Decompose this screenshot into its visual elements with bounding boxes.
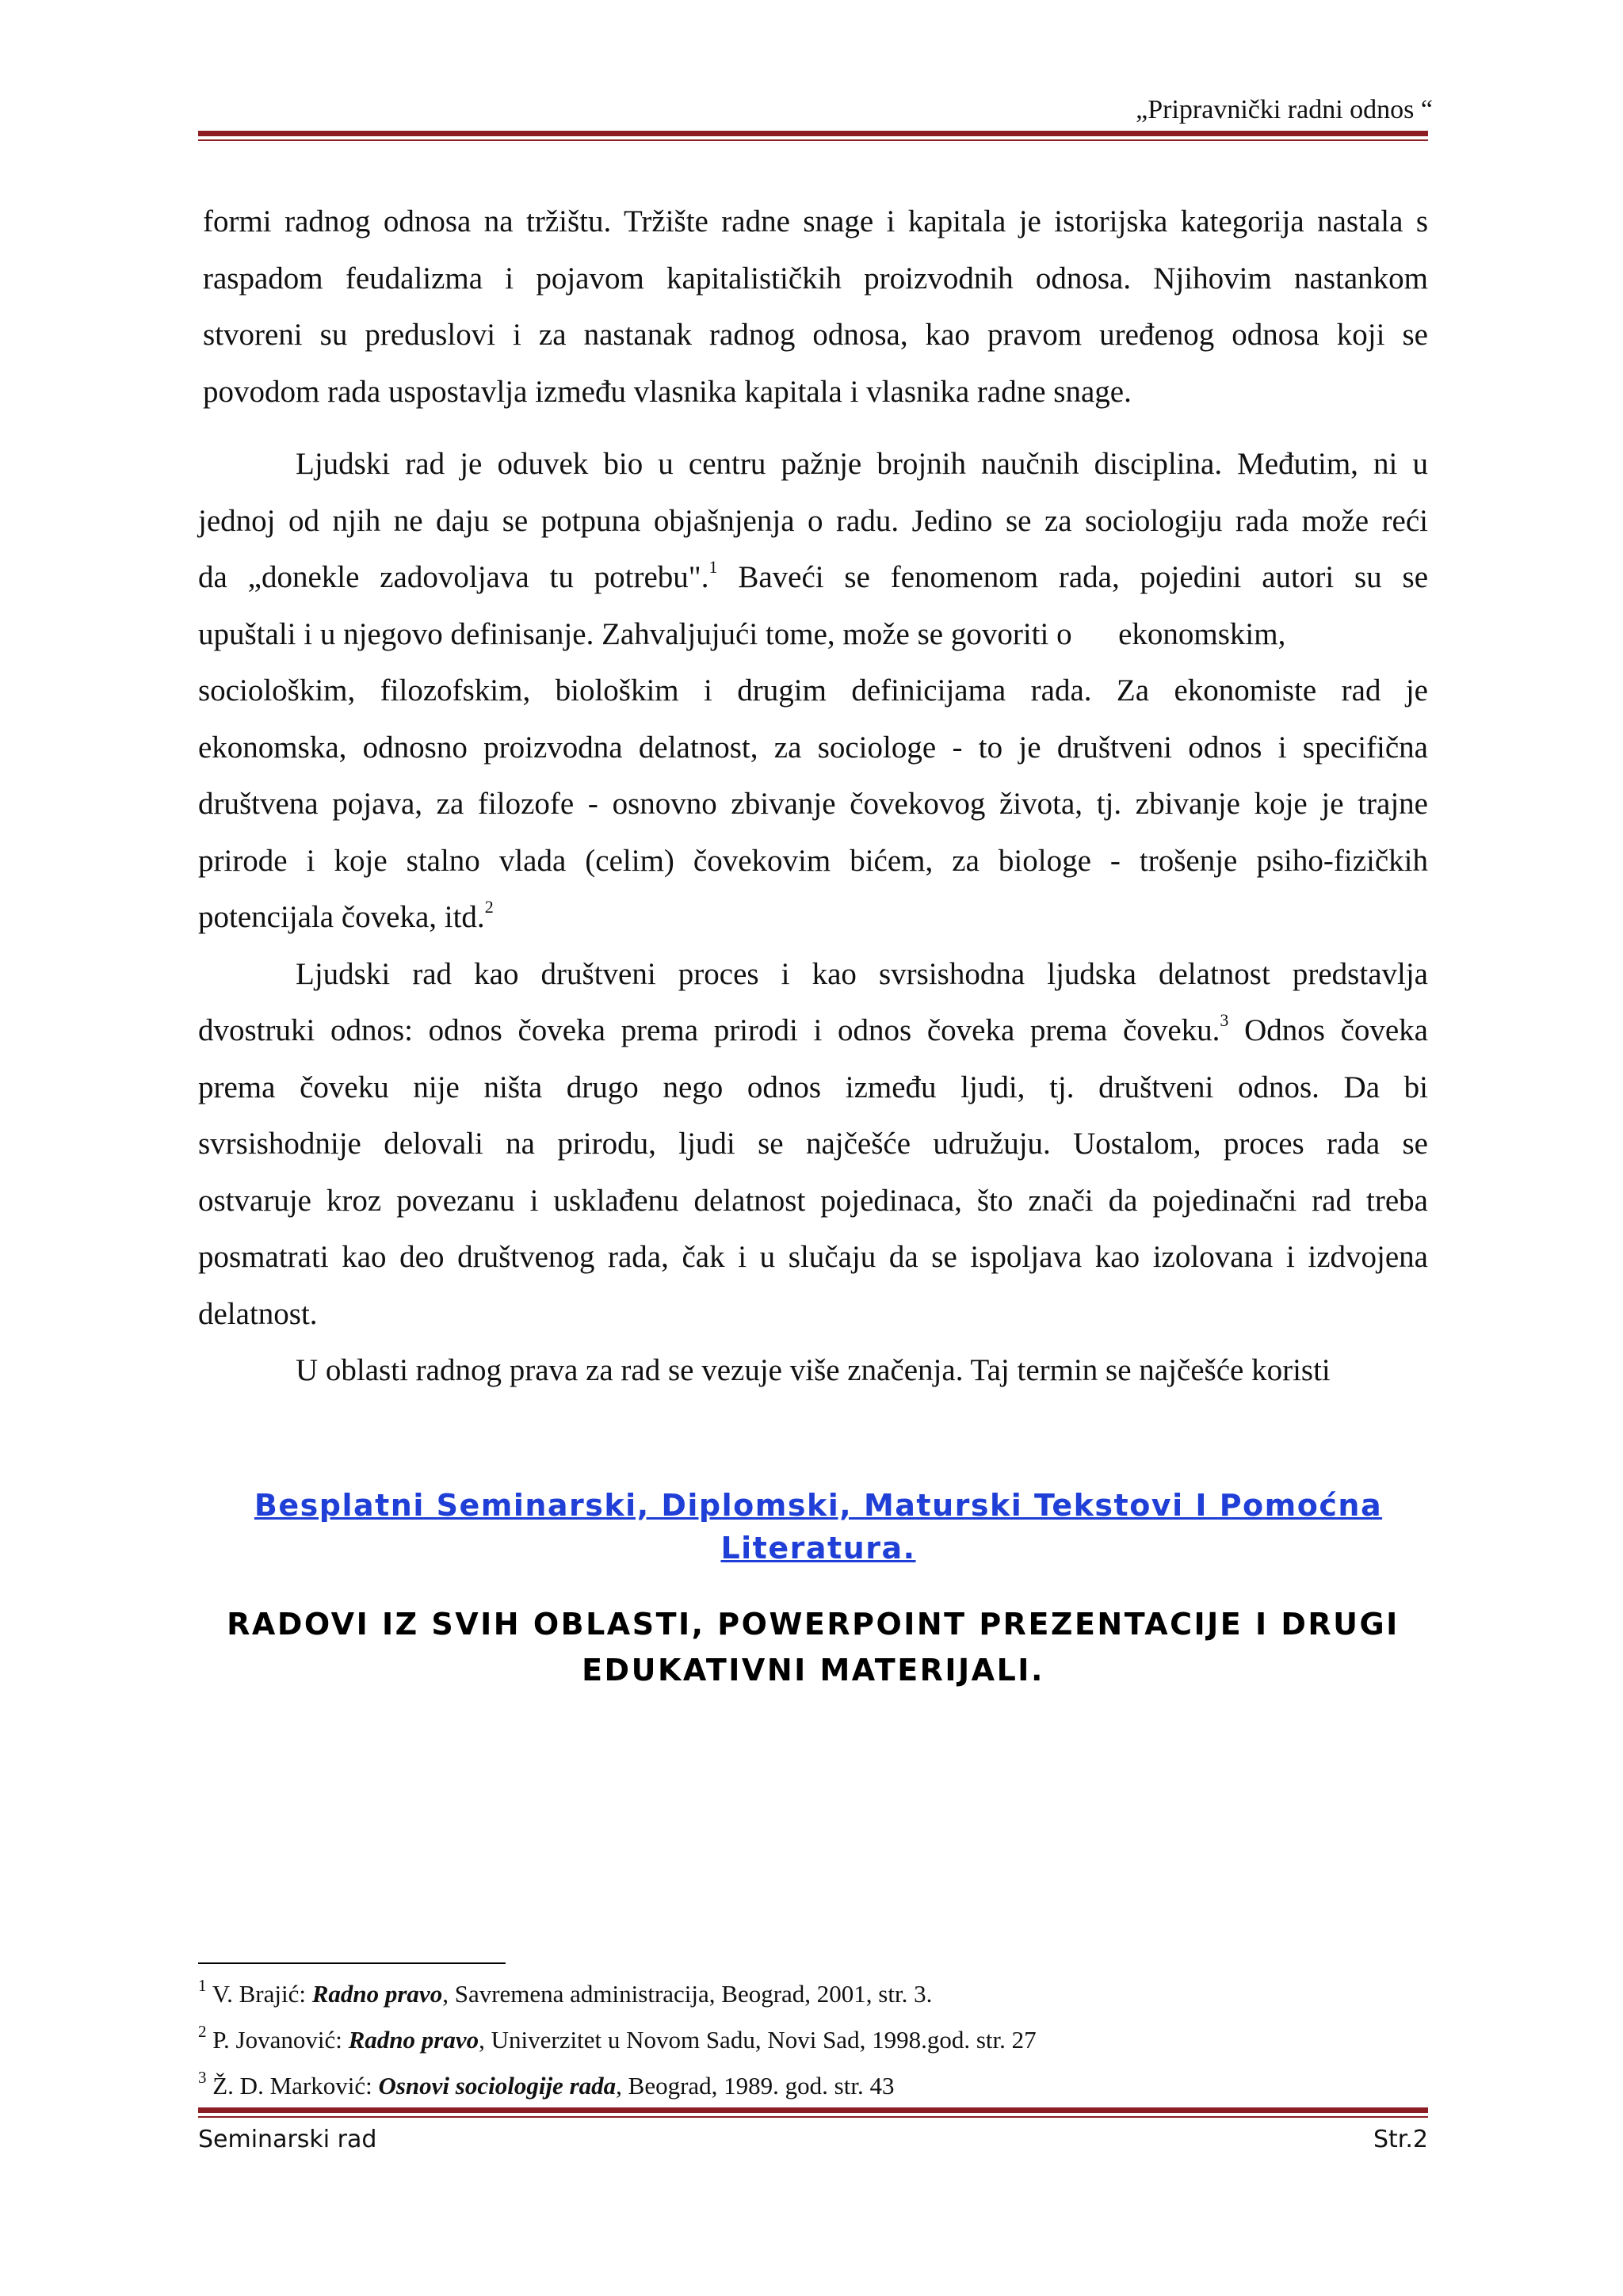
promo-link[interactable] xyxy=(198,1484,1438,1569)
text-line: sociološkim, filozofskim, biološkim i drugim definicijama rada. Za ekonomiste rad je xyxy=(198,673,1428,707)
footnote: $^1$ V. Brajić: Radno pravo, Savremena administracija, Beograd, 2001, str. 3. xyxy=(198,1976,933,2008)
text-line: delatnost. xyxy=(198,1296,318,1331)
header-rule xyxy=(198,131,1428,141)
text-line: prema čoveku nije ništa drugo nego odnos između ljudi, tj. društveni odnos. Da bi xyxy=(198,1070,1428,1104)
text-line: posmatrati kao deo društvenog rada, čak i u slučaju da se ispoljava kao izolovana i izdvojena xyxy=(198,1240,1428,1274)
paragraph-4 xyxy=(198,1342,1428,1399)
promo-title-line: RADOVI IZ SVIH OBLASTI, POWERPOINT PREZENTACIJE I DRUGI xyxy=(227,1607,1400,1642)
footnote: $^3$ Ž. D. Marković: Osnovi sociologije rada, Beograd, 1989. god. str. 43 xyxy=(198,2068,895,2100)
text-line: svrsishodnije delovali na prirodu, ljudi se najčešće udružuju. Uostalom, proces rada se xyxy=(198,1127,1428,1161)
promo-link-line[interactable]: Besplatni Seminarski, Diplomski, Maturski Tekstovi I Pomoćna xyxy=(254,1488,1383,1523)
promo-link-line[interactable]: Literatura. xyxy=(720,1531,916,1566)
footnote-separator xyxy=(198,1962,506,1964)
paragraph-1 xyxy=(198,193,1428,420)
text-line: Ljudski rad je oduvek bio u centru pažnje brojnih naučnih disciplina. Međutim, ni u xyxy=(296,447,1428,481)
text-line: jednoj od njih ne daju se potpuna objašnjenja o radu. Jedino se za sociologiju rada može reći xyxy=(198,503,1428,538)
text-line: raspadom feudalizma i pojavom kapitalističkih proizvodnih odnosa. Njihovim nastankom xyxy=(203,261,1428,296)
text-line: U oblasti radnog prava za rad se vezuje više značenja. Taj termin se najčešće koristi xyxy=(296,1353,1331,1387)
text-line: potencijala čoveka, itd.$^2$ xyxy=(198,897,494,934)
header-title: „Pripravnički radni odnos “ xyxy=(1136,95,1433,124)
text-line: povodom rada uspostavlja između vlasnika kapitala i vlasnika radne snage. xyxy=(203,374,1132,409)
footer-label: Seminarski rad xyxy=(198,2126,377,2153)
text-line: Ljudski rad kao društveni proces i kao svrsishodna ljudska delatnost predstavlja xyxy=(296,956,1428,991)
footnote: $^2$ P. Jovanović: Radno pravo, Univerzitet u Novom Sadu, Novi Sad, 1998.god. str. 27 xyxy=(198,2022,1037,2054)
promo-title xyxy=(198,1601,1428,1693)
text-line: dvostruki odnos: odnos čoveka prema prirodi i odnos čoveka prema čoveku.$^3$ Odnos čoveka xyxy=(198,1010,1428,1047)
footer-rule xyxy=(198,2107,1428,2118)
text-line: prirode i koje stalno vlada (celim) čovekovim bićem, za biologe - trošenje psiho-fizičkih xyxy=(198,843,1428,878)
paragraph-2 xyxy=(198,436,1428,946)
text-line: upuštali i u njegovo definisanje. Zahvaljujući tome, može se govoriti o ekonomskim, xyxy=(198,616,1286,651)
footnote-ref[interactable]: 1 xyxy=(708,557,718,577)
text-line: da „donekle zadovoljava tu potrebu".$^1$ Baveći se fenomenom rada, pojedini autori su se xyxy=(198,557,1429,594)
paragraph-3 xyxy=(198,946,1428,1343)
promo-title-line: EDUKATIVNI MATERIJALI. xyxy=(582,1653,1044,1688)
text-line: ostvaruje kroz povezanu i usklađenu delatnost pojedinaca, što znači da pojedinačni rad treba xyxy=(198,1183,1428,1218)
text-line: formi radnog odnosa na tržištu. Tržište radne snage i kapitala je istorijska kategorija nastala s xyxy=(203,204,1428,238)
footnote-ref[interactable]: 3 xyxy=(1220,1010,1229,1030)
footnote-ref[interactable]: 2 xyxy=(484,897,494,917)
text-line: ekonomska, odnosno proizvodna delatnost, za sociologe - to je društveni odnos i specifična xyxy=(198,730,1428,765)
document-body xyxy=(198,193,1428,1399)
page-number: Str.2 xyxy=(1373,2126,1428,2153)
text-line: stvoreni su preduslovi i za nastanak radnog odnosa, kao pravom uređenog odnosa koji se xyxy=(203,318,1428,352)
text-line: društvena pojava, za filozofe - osnovno zbivanje čovekovog života, tj. zbivanje koje je trajne xyxy=(198,787,1428,821)
footnotes xyxy=(198,1971,1428,2109)
